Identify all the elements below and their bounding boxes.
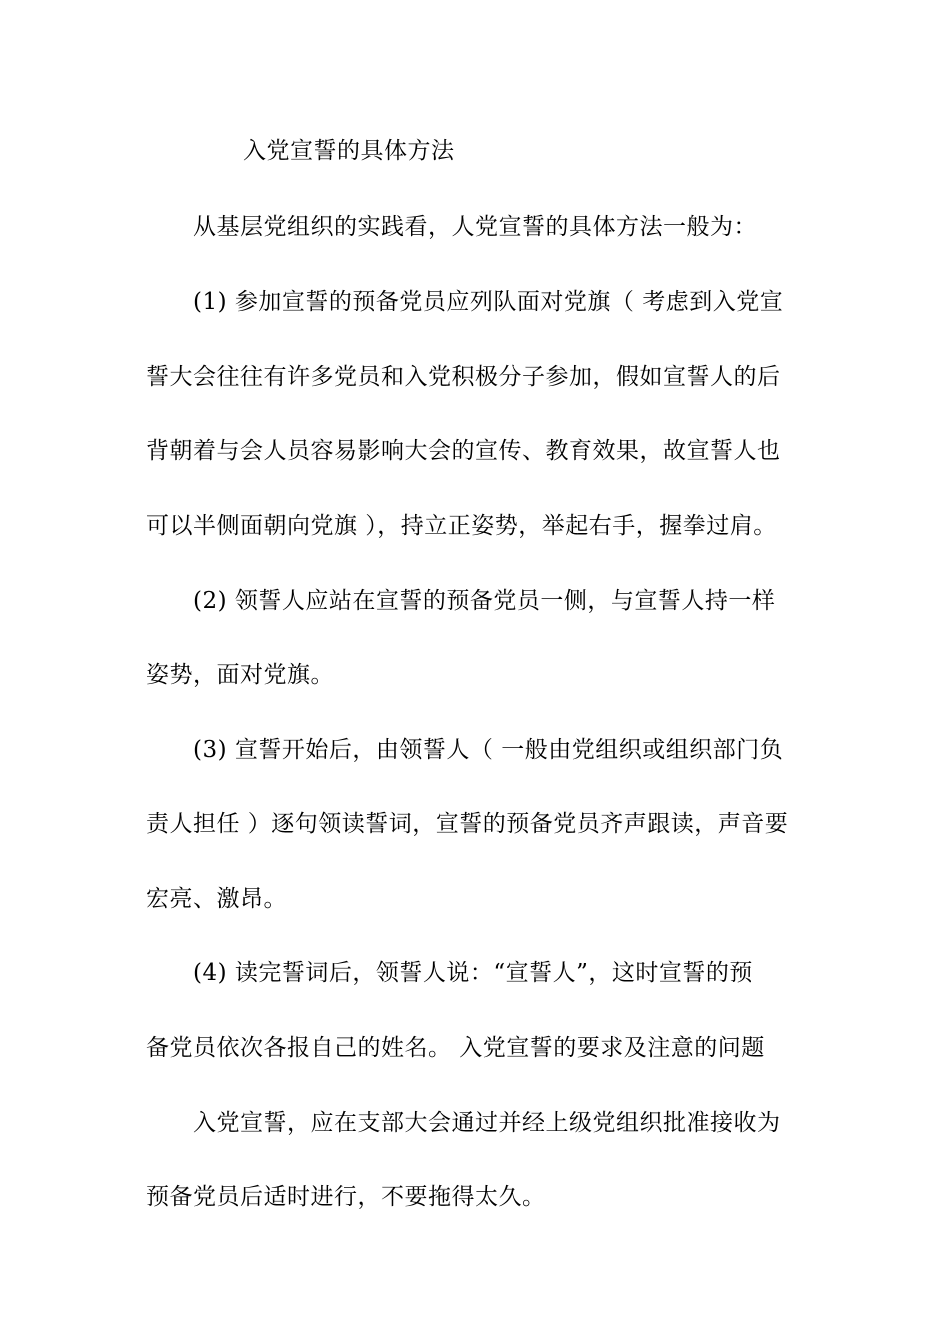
paragraph-line: 誓大会往往有许多党员和入党积极分子参加，假如宣誓人的后 <box>146 364 781 390</box>
paragraph-line: (2) 领誓人应站在宣誓的预备党员一侧，与宣誓人持一样 <box>193 588 776 614</box>
paragraph-line: 姿势，面对党旗。 <box>146 662 334 688</box>
paragraph-line: 入党宣誓，应在支部大会通过并经上级党组织批准接收为 <box>193 1110 781 1136</box>
paragraph-line: 可以半侧面朝向党旗 ），持立正姿势，举起右手，握拳过肩。 <box>146 513 777 539</box>
document-title: 入党宣誓的具体方法 <box>243 138 455 164</box>
paragraph-line: (3) 宣誓开始后，由领誓人（ 一般由党组织或组织部门负 <box>193 737 784 763</box>
paragraph-line: 责人担任 ）逐句领读誓词，宣誓的预备党员齐声跟读，声音要 <box>146 811 789 837</box>
paragraph-line: 预备党员后适时进行，不要拖得太久。 <box>146 1184 546 1210</box>
paragraph-line: (4) 读完誓词后，领誓人说：“宣誓人”，这时宣誓的预 <box>193 960 753 986</box>
paragraph-line: (1) 参加宣誓的预备党员应列队面对党旗（ 考虑到入党宣 <box>193 289 784 315</box>
paragraph-line: 背朝着与会人员容易影响大会的宣传、教育效果，故宣誓人也 <box>146 438 781 464</box>
paragraph-line: 备党员依次各报自己的姓名。 入党宣誓的要求及注意的问题 <box>146 1035 765 1061</box>
paragraph-line: 宏亮、激昂。 <box>146 886 287 912</box>
paragraph-line: 从基层党组织的实践看，人党宣誓的具体方法一般为： <box>193 214 757 240</box>
